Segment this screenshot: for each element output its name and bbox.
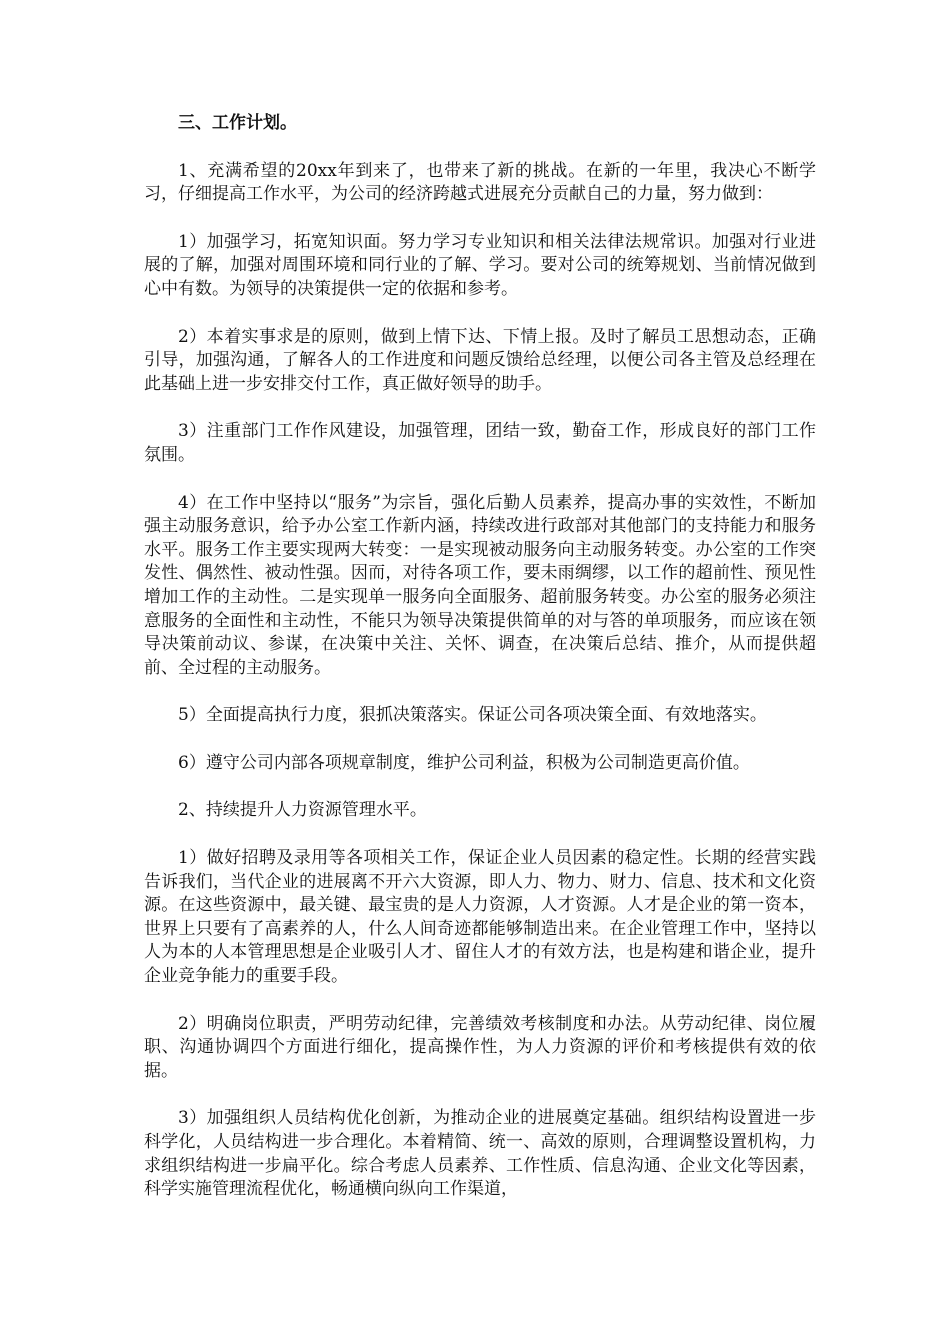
section-title: 三、工作计划。 — [178, 113, 297, 133]
paragraph-hr-heading: 2、持续提升人力资源管理水平。 — [178, 800, 427, 821]
paragraph-item-3-department-style: 3）注重部门工作作风建设，加强管理，团结一致，勤奋工作，形成良好的部门工作氛围。 — [144, 421, 816, 465]
paragraph-item-2-communication: 2）本着实事求是的原则，做到上情下达、下情上报。及时了解员工思想动态，正确引导，加强沟通，了解各人的工作进度和问题反馈给总经理，以便公司各主管及总经理在此基础上进一步安排交付工作，真正做好领导的助手。 — [144, 326, 816, 394]
paragraph-item-4-service: 4）在工作中坚持以“服务”为宗旨，强化后勤人员素养，提高办事的实效性，不断加强主动服务意识，给予办公室工作新内涵，持续改进行政部对其他部门的支持能力和服务水平。服务工作主要实现两大转变：一是实现被动服务向主动服务转变。办公室的工作突发性、偶然性、被动性强。因而，对待各项工作，要未雨绸缪，以工作的超前性、预见性增加工作的主动性。二是实现单一服务向全面服务、超前服务转变。办公室的服务必须注意服务的全面性和主动性，不能只为领导决策提供简单的对与答的单项服务，而应该在领导决策前动议、参谋，在决策中关注、关怀、调查，在决策后总结、推介，从而提供超前、全过程的主动服务。 — [144, 492, 816, 678]
document-page — [144, 112, 816, 1226]
paragraph-hr-item-1-recruitment: 1）做好招聘及录用等各项相关工作，保证企业人员因素的稳定性。长期的经营实践告诉我们，当代企业的进展离不开六大资源，即人力、物力、财力、信息、技术和文化资源。在这些资源中，最关键、最宝贵的是人力资源，人才资源。人才是企业的第一资本，世界上只要有了高素养的人，什么人间奇迹都能够制造出来。在企业管理工作中，坚持以人为本的人本管理思想是企业吸引人才、留住人才的有效方法，也是构建和谐企业，提升企业竞争能力的重要手段。 — [144, 848, 816, 987]
paragraph-hr-item-2-responsibilities: 2）明确岗位职责，严明劳动纪律，完善绩效考核制度和办法。从劳动纪律、岗位履职、沟通协调四个方面进行细化，提高操作性，为人力资源的评价和考核提供有效的依据。 — [144, 1013, 816, 1081]
paragraph-goal-intro: 1、充满希望的20xx年到来了，也带来了新的挑战。在新的一年里，我决心不断学习，仔细提高工作水平，为公司的经济跨越式进展充分贡献自己的力量，努力做到： — [144, 160, 816, 205]
paragraph-item-5-execution: 5）全面提高执行力度，狠抓决策落实。保证公司各项决策全面、有效地落实。 — [178, 705, 767, 726]
paragraph-hr-item-3-structure: 3）加强组织人员结构优化创新，为推动企业的进展奠定基础。组织结构设置进一步科学化，人员结构进一步合理化。本着精简、统一、高效的原则，合理调整设置机构，力求组织结构进一步扁平化。综合考虑人员素养、工作性质、信息沟通、企业文化等因素，科学实施管理流程优化，畅通横向纵向工作渠道， — [144, 1108, 816, 1200]
paragraph-item-1-learning: 1）加强学习，拓宽知识面。努力学习专业知识和相关法律法规常识。加强对行业进展的了解，加强对周围环境和同行业的了解、学习。要对公司的统筹规划、当前情况做到心中有数。为领导的决策提供一定的依据和参考。 — [144, 231, 816, 299]
paragraph-item-6-rules: 6）遵守公司内部各项规章制度，维护公司利益，积极为公司制造更高价值。 — [178, 752, 750, 773]
